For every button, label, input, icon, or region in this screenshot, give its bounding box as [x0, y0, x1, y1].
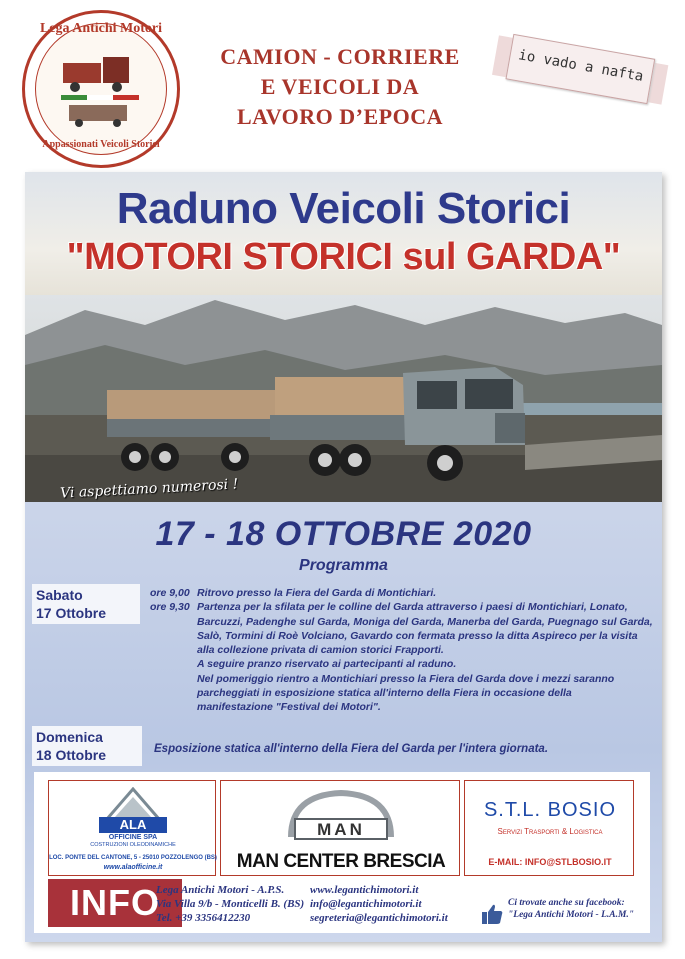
bosio-name: S.T.L. BOSIO: [483, 799, 617, 821]
event-subtitle: "MOTORI STORICI sul GARDA": [66, 236, 621, 278]
ala-sub2: COSTRUZIONI OLEODINAMICHE: [90, 842, 176, 848]
program-line: alla collezione privata di camion storici Frapporti.: [197, 644, 444, 657]
ala-address: LOC. PONTE DEL CANTONE, 5 - 25010 POZZOLENGO (BS): [49, 855, 217, 861]
facebook-like-icon: [480, 903, 504, 925]
info-address-line: Via Villa 9/b - Monticelli B. (BS): [156, 898, 305, 910]
program-line: parcheggiati in esposizione statica all'interno della Fiera in occasione della: [197, 687, 572, 700]
ala-triangle-icon: [105, 787, 161, 821]
sunday-date: 18 Ottobre: [36, 747, 107, 763]
sunday-label: [32, 726, 142, 766]
info-address: [156, 883, 306, 925]
logo-top-text: Lega Antichi Motori: [39, 21, 163, 36]
header-title: [190, 42, 490, 132]
program-line: Barcuzzi, Padenghe sul Garda, Moniga del Garda, Manerba del Garda, Puegnago sul Garda,: [197, 615, 653, 628]
saturday-time-2: ore 9,30: [150, 601, 190, 613]
saturday-date: 17 Ottobre: [36, 605, 107, 621]
header-title-line: CAMION - CORRIERE: [220, 44, 460, 69]
info-web: [310, 883, 480, 925]
info-badge: INFO: [48, 879, 182, 927]
saturday-time-1: ore 9,00: [150, 587, 190, 599]
ala-web: www.alaofficine.it: [103, 864, 163, 871]
man-name: MAN CENTER BRESCIA: [236, 851, 446, 872]
header-title-line: E VEICOLI DA: [260, 74, 420, 99]
program-line: Partenza per la sfilata per le colline del Garda attraverso i paesi di Montichiari, Lonato,: [197, 601, 628, 614]
logo-bottom-text: Appassionati Veicoli Storici: [42, 139, 160, 150]
ribbon-text: io vado a nafta: [517, 47, 645, 85]
program-line: Salò, Tormini di Roè Volciano, Gavardo con fermata presso la ditta Aspireco per la visita: [197, 629, 638, 642]
ala-sub: OFFICINE SPA: [108, 834, 158, 841]
segreteria-email-link[interactable]: segreteria@legantichimotori.it: [310, 912, 448, 924]
poster-header: [0, 0, 685, 170]
info-phone: Tel. +39 3356412230: [156, 912, 251, 924]
saturday-label: [32, 584, 140, 624]
sponsors-strip: [34, 772, 650, 882]
facebook-label: Ci trovate anche su facebook:: [508, 898, 625, 908]
sponsor-bosio: [464, 780, 634, 876]
truck-photo-image: [25, 295, 662, 502]
sunday-program: Esposizione statica all'interno della Fiera del Garda per l'intera giornata.: [154, 743, 549, 755]
info-footer: [34, 877, 650, 933]
info-email-link[interactable]: info@legantichimotori.it: [310, 898, 422, 910]
info-facebook: [508, 897, 650, 921]
nafta-ribbon: [490, 26, 670, 117]
saturday-program: [197, 586, 657, 715]
saturday-day: Sabato: [36, 587, 83, 603]
program-label: Programma: [299, 557, 388, 574]
event-dates: 17 - 18 OTTOBRE 2020: [155, 515, 532, 553]
program-line: manifestazione "Festival dei Motori".: [197, 701, 381, 714]
sponsor-ala: [48, 780, 216, 876]
bosio-sub: Servizi Trasporti & Logistica: [497, 827, 603, 836]
info-address-line: Lega Antichi Motori - A.P.S.: [156, 884, 285, 896]
event-title: Raduno Veicoli Storici: [116, 184, 571, 233]
sunday-day: Domenica: [36, 729, 103, 745]
sponsor-man: [220, 780, 460, 876]
vintage-truck-photo: [25, 295, 662, 502]
bosio-email: E-MAIL: INFO@STLBOSIO.IT: [488, 857, 612, 867]
program-line: Nel pomeriggio rientro a Montichiari presso la Fiera del Garda dove i mezzi saranno: [197, 672, 615, 685]
header-title-line: LAVORO D’EPOCA: [237, 104, 443, 129]
program-line: A seguire pranzo riservato ai partecipanti al raduno.: [197, 658, 457, 671]
photo-caption: Vi aspettiamo numerosi !: [59, 476, 239, 502]
lega-antichi-motori-logo: [22, 10, 180, 168]
vintage-truck-logo-icon: [55, 43, 147, 135]
program-line: Ritrovo presso la Fiera del Garda di Montichiari.: [197, 587, 437, 599]
ala-logo-text: ALA: [99, 817, 167, 833]
man-logo-text: MAN: [317, 820, 365, 839]
facebook-page-name[interactable]: "Lega Antichi Motori - L.A.M.": [508, 910, 635, 920]
website-link[interactable]: www.legantichimotori.it: [310, 884, 419, 896]
